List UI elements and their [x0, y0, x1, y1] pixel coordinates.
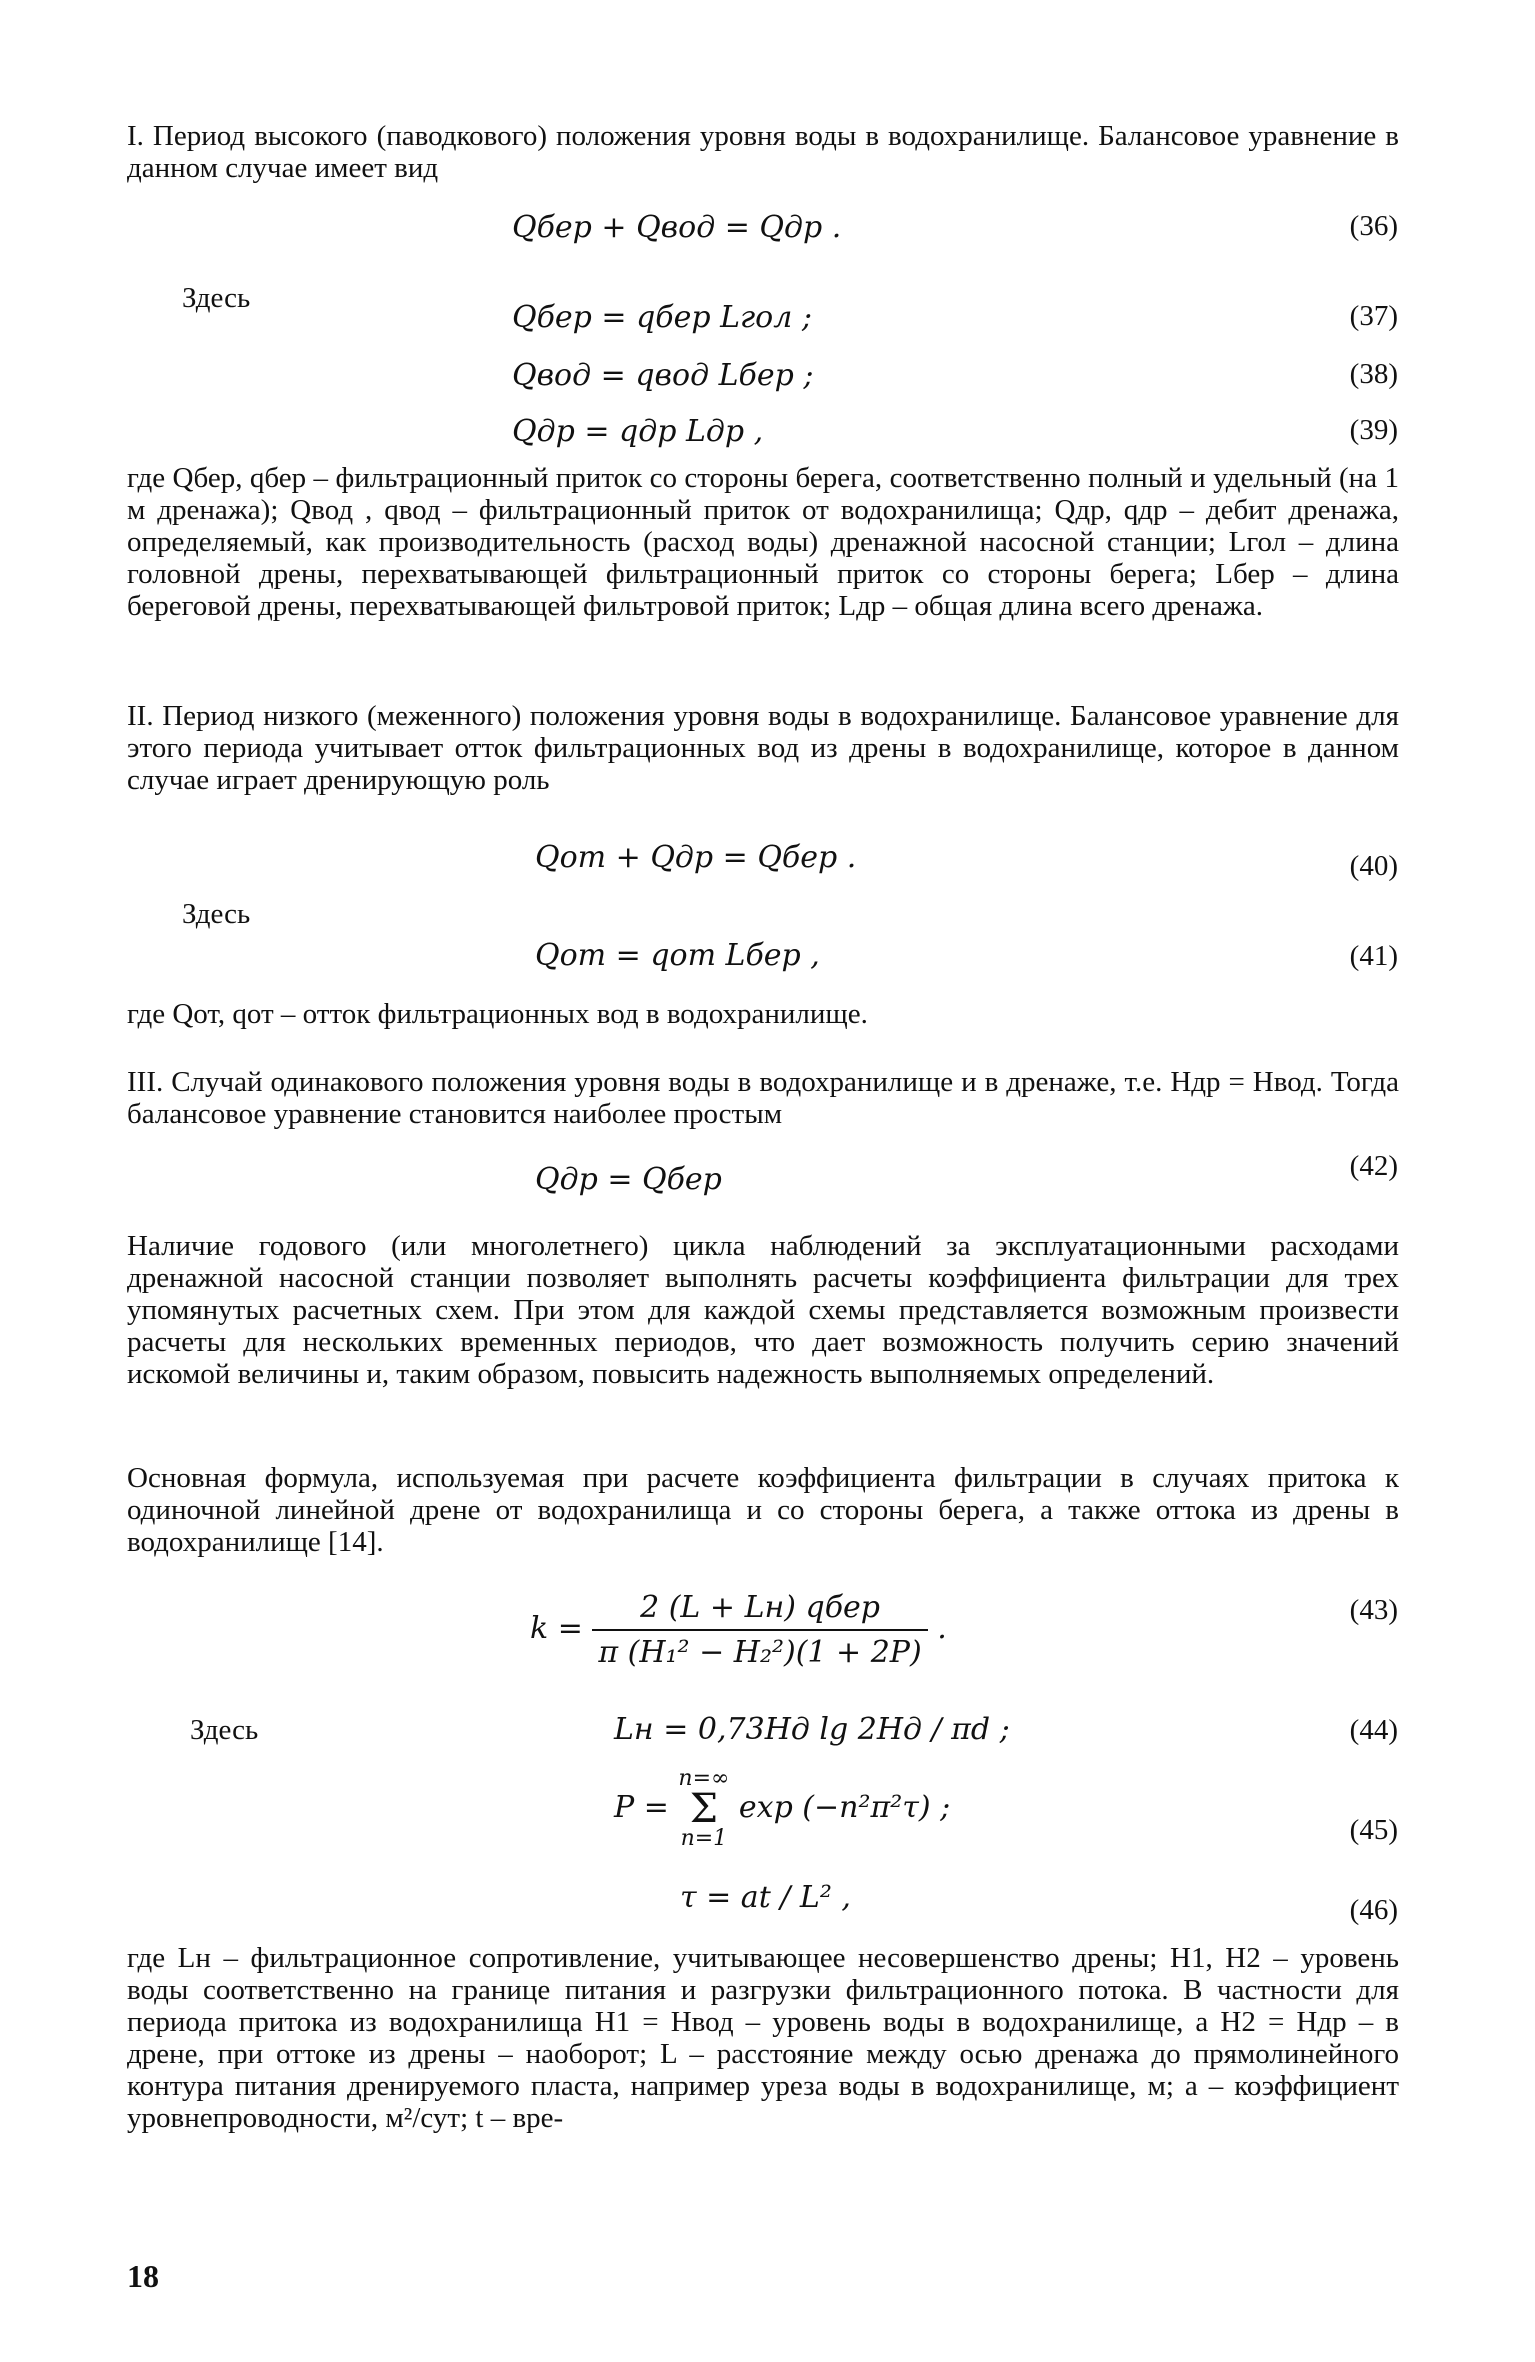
equation-number-38: (38): [1349, 358, 1398, 390]
equation-number-36: (36): [1349, 210, 1398, 242]
equation-43-denominator: π (H₁² − H₂²)(1 + 2P): [598, 1635, 922, 1670]
definitions-block-1: где Qбер, qбер – фильтрационный приток со стороны берега, соответственно полный и удельный (на 1 м дренажа); Qвод , qвод – фильтрационный приток от водохранилища; Qдр, qдр – дебит дренажа, определяемый, как производительность (расход воды) дренажной насосной станции; Lгол – длина головной дрены, перехватывающей фильтрационный приток со стороны берега; Lбер – длина береговой дрены, перехватывающей фильтровой приток; Lдр – общая длина всего дренажа.: [127, 462, 1399, 622]
equation-number-45: (45): [1349, 1814, 1398, 1846]
equation-43-numerator: 2 (L + Lн) qбер: [592, 1590, 927, 1631]
definitions-block-3: где Lн – фильтрационное сопротивление, учитывающее несовершенство дрены; H1, H2 – уровень воды соответственно на границе питания и разгрузки фильтрационного потока. В частности для периода притока из водохранилища H1 = Hвод – уровень воды в водохранилище, а H2 = Hдр – в дрене, при оттоке из дрены – наоборот; L – расстояние между осью дренажа до прямолинейного контура питания дренируемого пласта, например уреза воды в водохранилище, м; a – коэффициент уровнепроводности, м²/сут; t – вре-: [127, 1942, 1399, 2134]
equation-number-37: (37): [1349, 300, 1398, 332]
equation-43-fraction: [592, 1590, 927, 1670]
paragraph-period-low-water: II. Период низкого (меженного) положения уровня воды в водохранилище. Балансовое уравнение для этого периода учитывает отток фильтрационных вод из дрены в водохранилище, которое в данном случае играет дренирующую роль: [127, 700, 1399, 796]
equation-40: Qот + Qдр = Qбер .: [535, 840, 857, 875]
summation-lower-limit: n=1: [680, 1826, 728, 1851]
paragraph-period-high-water: I. Период высокого (паводкового) положения уровня воды в водохранилище. Балансовое уравнение в данном случае имеет вид: [127, 120, 1399, 184]
equation-41: Qот = qот Lбер ,: [535, 938, 820, 973]
summation-operator: [678, 1768, 729, 1850]
equation-38: Qвод = qвод Lбер ;: [512, 358, 814, 393]
equation-43: [530, 1590, 947, 1670]
equation-43-lhs: k =: [530, 1611, 583, 1646]
equation-number-41: (41): [1349, 940, 1398, 972]
equation-36: Qбер + Qвод = Qдр .: [512, 210, 842, 245]
equation-45: [614, 1768, 950, 1850]
label-zdes-3: Здесь: [190, 1714, 259, 1746]
sigma-symbol: Σ: [689, 1786, 719, 1832]
equation-number-46: (46): [1349, 1894, 1398, 1926]
equation-46: τ = at / L² ,: [680, 1880, 851, 1915]
paragraph-main-formula: Основная формула, используемая при расчете коэффициента фильтрации в случаях притока к одиночной линейной дрене от водохранилища и со стороны берега, а также оттока из дрены в водохранилище [14].: [127, 1462, 1399, 1558]
equation-37: Qбер = qбер Lгол ;: [512, 300, 812, 335]
equation-44: Lн = 0,73Hд lg 2Hд / πd ;: [614, 1712, 1010, 1747]
label-zdes-1: Здесь: [182, 282, 251, 314]
equation-39: Qдр = qдр Lдр ,: [512, 414, 764, 449]
equation-45-lhs: P =: [614, 1790, 669, 1825]
equation-number-40: (40): [1349, 850, 1398, 882]
paragraph-equal-levels: III. Случай одинакового положения уровня воды в водохранилище и в дренаже, т.е. Hдр = Hвод. Тогда балансовое уравнение становится наиболее простым: [127, 1066, 1399, 1130]
equation-number-42: (42): [1349, 1150, 1398, 1182]
label-zdes-2: Здесь: [182, 898, 251, 930]
equation-number-39: (39): [1349, 414, 1398, 446]
equation-43-tail: .: [937, 1611, 947, 1646]
summation-upper-limit: n=∞: [678, 1766, 730, 1791]
equation-45-rhs: exp (−n²π²τ) ;: [738, 1790, 951, 1825]
equation-number-43: (43): [1349, 1594, 1398, 1626]
page-number: 18: [127, 2258, 159, 2294]
paragraph-annual-cycle: Наличие годового (или многолетнего) цикла наблюдений за эксплуатационными расходами дренажной насосной станции позволяет выполнять расчеты коэффициента фильтрации для трех упомянутых расчетных схем. При этом для каждой схемы представляется возможным произвести расчеты для нескольких временных периодов, что дает возможность получить серию значений искомой величины и, таким образом, повысить надежность выполняемых определений.: [127, 1230, 1399, 1390]
equation-number-44: (44): [1349, 1714, 1398, 1746]
definitions-block-2: где Qот, qот – отток фильтрационных вод в водохранилище.: [127, 998, 868, 1030]
equation-42: Qдр = Qбер: [535, 1162, 722, 1197]
